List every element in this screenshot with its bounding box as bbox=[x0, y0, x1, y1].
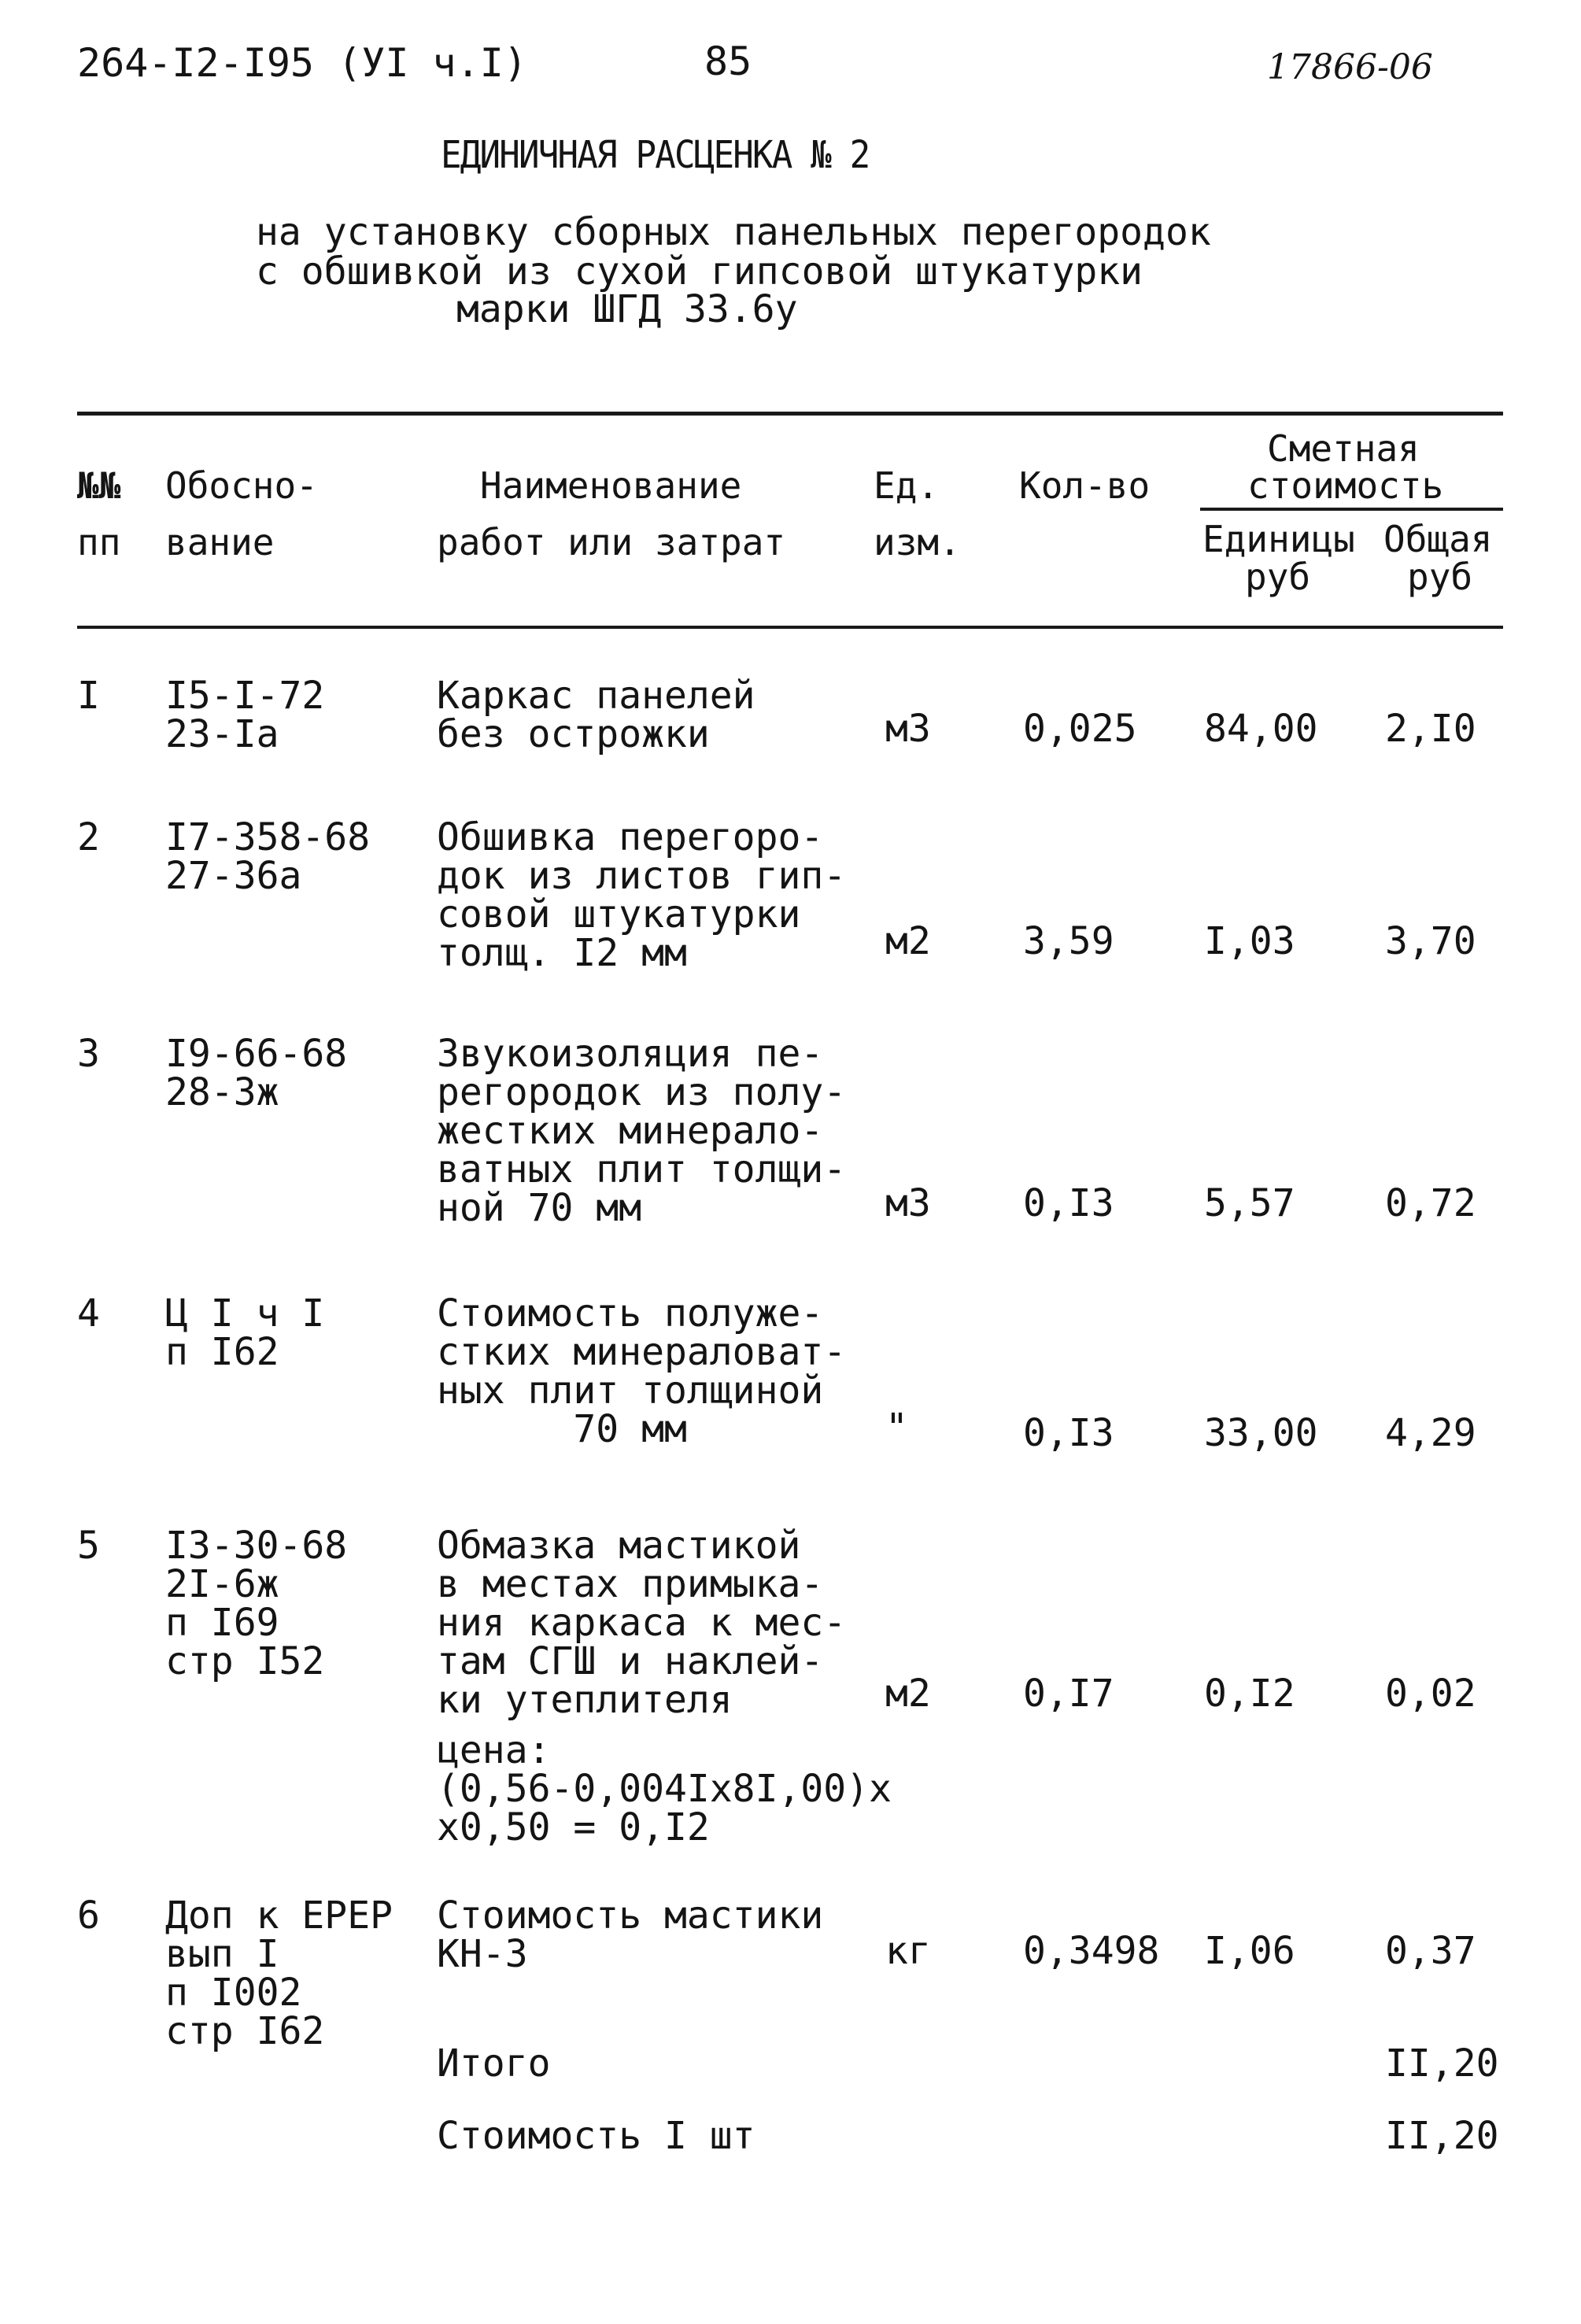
row-name: стких минераловат- bbox=[437, 1330, 847, 1374]
header-qty: Кол-во bbox=[1019, 464, 1151, 507]
header-name-1: Наименование bbox=[480, 464, 742, 507]
header-num-2: пп bbox=[77, 521, 121, 563]
page-number: 85 bbox=[704, 39, 752, 84]
row-name: в местах примыка- bbox=[437, 1562, 824, 1606]
header-cost-1: Сметная bbox=[1267, 427, 1420, 470]
price-calculation-note: (0,56-0,004Iх8I,00)х bbox=[437, 1767, 892, 1811]
row-basis: вып I bbox=[165, 1932, 279, 1976]
row-basis: I5-I-72 bbox=[165, 674, 325, 718]
row-unit-price: 5,57 bbox=[1204, 1181, 1295, 1225]
row-basis: I7-358-68 bbox=[165, 815, 371, 859]
header-name-2: работ или затрат bbox=[437, 521, 786, 563]
row-number: 4 bbox=[77, 1291, 100, 1336]
table-top-rule bbox=[77, 412, 1503, 416]
row-basis: 23-Iа bbox=[165, 712, 279, 756]
header-total-2: руб bbox=[1407, 556, 1473, 598]
row-basis: I3-30-68 bbox=[165, 1524, 348, 1568]
row-unit-price: I,06 bbox=[1204, 1929, 1295, 1973]
row-unit: м3 bbox=[885, 1181, 931, 1225]
unit-cost-label: Стоимость I шт bbox=[437, 2114, 755, 2158]
price-calculation-note: х0,50 = 0,I2 bbox=[437, 1805, 710, 1849]
header-basis-1: Обосно- bbox=[165, 464, 318, 507]
row-number: 5 bbox=[77, 1524, 100, 1568]
row-unit-price: I,03 bbox=[1204, 919, 1295, 963]
row-unit: м3 bbox=[885, 707, 931, 751]
row-basis: I9-66-68 bbox=[165, 1032, 348, 1076]
row-unit: м2 bbox=[885, 1672, 931, 1716]
row-basis: Ц I ч I bbox=[165, 1291, 325, 1336]
header-bottom-rule bbox=[77, 626, 1503, 629]
header-num-1: №№ bbox=[77, 464, 121, 507]
row-quantity: 3,59 bbox=[1023, 919, 1114, 963]
row-name: Стоимость полуже- bbox=[437, 1291, 824, 1336]
row-basis: стр I52 bbox=[165, 1639, 325, 1683]
row-name: регородок из полу- bbox=[437, 1070, 847, 1114]
row-total: 0,02 bbox=[1385, 1672, 1476, 1716]
row-quantity: 0,3498 bbox=[1023, 1929, 1160, 1973]
unit-cost-value: II,20 bbox=[1385, 2114, 1499, 2158]
header-basis-2: вание bbox=[165, 521, 275, 563]
row-name: Обмазка мастикой bbox=[437, 1524, 801, 1568]
title-line-2: с обшивкой из сухой гипсовой штукатурки bbox=[256, 249, 1143, 294]
header-unit-price-2: руб bbox=[1245, 556, 1311, 598]
row-number: 6 bbox=[77, 1894, 100, 1938]
row-basis: 2I-6ж bbox=[165, 1562, 279, 1606]
row-number: 2 bbox=[77, 815, 100, 859]
row-basis: Доп к ЕРЕР bbox=[165, 1894, 393, 1938]
row-name: КН-3 bbox=[437, 1932, 528, 1976]
row-name: совой штукатурки bbox=[437, 892, 801, 937]
row-basis: п I62 bbox=[165, 1330, 279, 1374]
row-name: ватных плит толщи- bbox=[437, 1147, 847, 1192]
row-name: ной 70 мм bbox=[437, 1186, 642, 1230]
subtotal-label: Итого bbox=[437, 2041, 551, 2086]
row-basis: 27-36а bbox=[165, 854, 302, 898]
row-name: Звукоизоляция пе- bbox=[437, 1032, 824, 1076]
row-total: 2,I0 bbox=[1385, 707, 1476, 751]
row-unit-price: 0,I2 bbox=[1204, 1672, 1295, 1716]
header-total-1: Общая bbox=[1383, 518, 1493, 560]
header-unit-2: изм. bbox=[874, 521, 961, 563]
row-unit-price: 33,00 bbox=[1204, 1411, 1318, 1455]
row-unit: " bbox=[885, 1406, 908, 1450]
row-quantity: 0,025 bbox=[1023, 707, 1137, 751]
row-name: ки утеплителя bbox=[437, 1678, 733, 1722]
row-unit: м2 bbox=[885, 919, 931, 963]
price-calculation-note: цена: bbox=[437, 1728, 551, 1772]
cost-subheader-rule bbox=[1200, 508, 1503, 511]
title-line-3: марки ШГД 33.6у bbox=[456, 287, 798, 331]
archive-code: 17866-06 bbox=[1267, 47, 1433, 87]
document-code: 264-I2-I95 (УI ч.I) bbox=[77, 40, 527, 86]
row-total: 0,37 bbox=[1385, 1929, 1476, 1973]
row-basis: п I002 bbox=[165, 1971, 302, 2015]
title-line-1: на установку сборных панельных перегородок bbox=[256, 210, 1211, 254]
header-unit-1: Ед. bbox=[874, 464, 940, 507]
row-name: Стоимость мастики bbox=[437, 1894, 824, 1938]
row-unit-price: 84,00 bbox=[1204, 707, 1318, 751]
row-name: ных плит толщиной bbox=[437, 1369, 824, 1413]
row-total: 0,72 bbox=[1385, 1181, 1476, 1225]
price-title: ЕДИНИЧНАЯ РАСЦЕНКА № 2 bbox=[441, 133, 870, 177]
row-name: жестких минерало- bbox=[437, 1109, 824, 1153]
row-quantity: 0,I3 bbox=[1023, 1181, 1114, 1225]
row-number: 3 bbox=[77, 1032, 100, 1076]
row-number: I bbox=[77, 674, 100, 718]
row-quantity: 0,I3 bbox=[1023, 1411, 1114, 1455]
header-unit-price-1: Единицы bbox=[1202, 518, 1355, 560]
row-name: там СГШ и наклей- bbox=[437, 1639, 824, 1683]
row-basis: 28-3ж bbox=[165, 1070, 279, 1114]
row-name: ния каркаса к мес- bbox=[437, 1601, 847, 1645]
row-basis: п I69 bbox=[165, 1601, 279, 1645]
row-name: 70 мм bbox=[437, 1407, 687, 1451]
row-name: без острожки bbox=[437, 712, 710, 756]
row-name: Обшивка перегоро- bbox=[437, 815, 824, 859]
subtotal-value: II,20 bbox=[1385, 2041, 1499, 2086]
row-quantity: 0,I7 bbox=[1023, 1672, 1114, 1716]
row-total: 4,29 bbox=[1385, 1411, 1476, 1455]
row-total: 3,70 bbox=[1385, 919, 1476, 963]
row-name: док из листов гип- bbox=[437, 854, 847, 898]
row-name: толщ. I2 мм bbox=[437, 931, 687, 975]
row-unit: кг bbox=[885, 1929, 931, 1973]
row-name: Каркас панелей bbox=[437, 674, 755, 718]
header-cost-2: стоимость bbox=[1247, 464, 1444, 507]
row-basis: стр I62 bbox=[165, 2009, 325, 2053]
